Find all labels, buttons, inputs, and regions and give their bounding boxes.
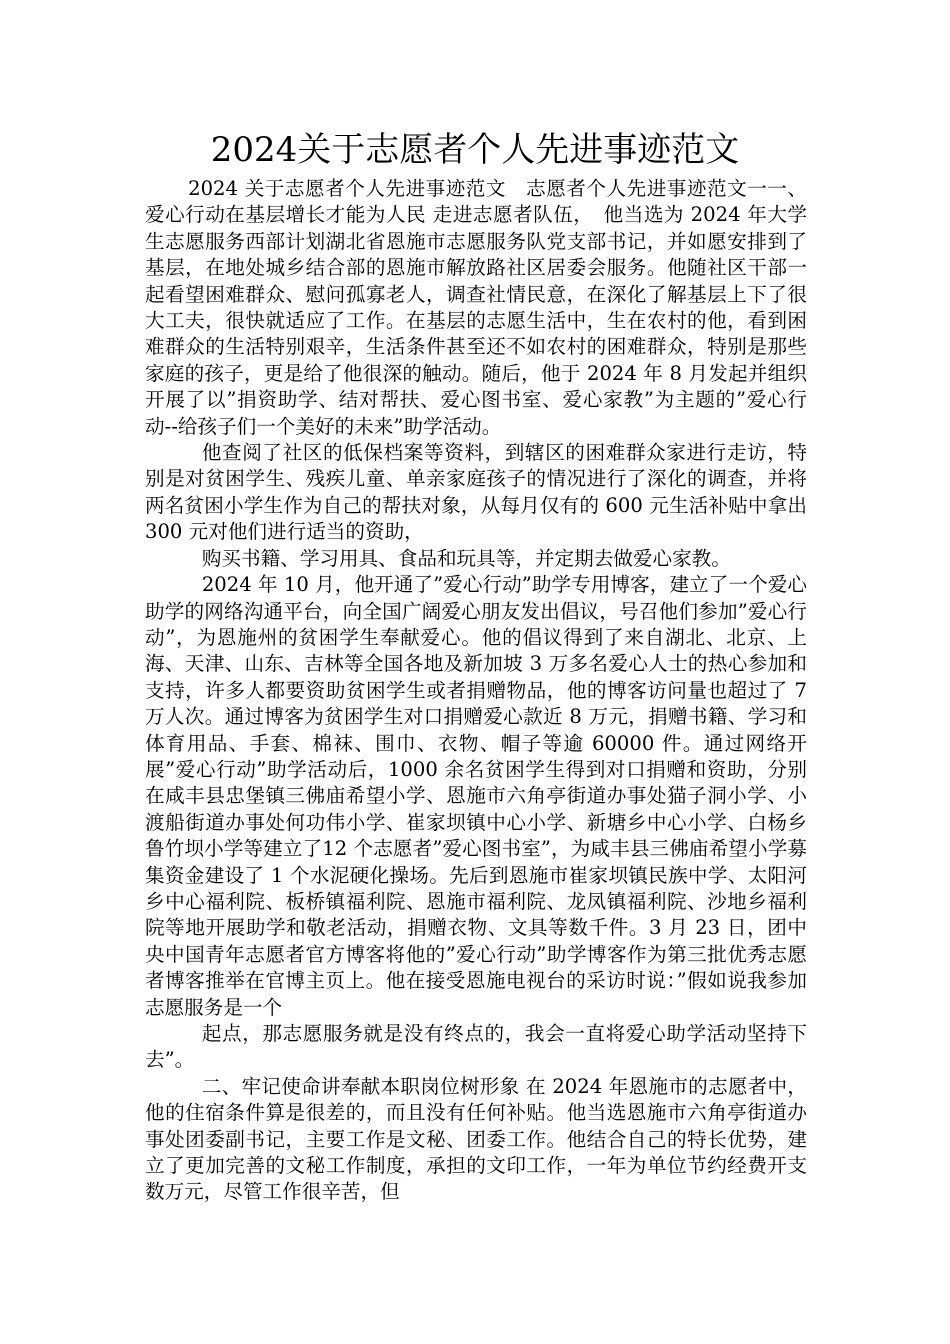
paragraph: 起点，那志愿服务就是没有终点的，我会一直将爱心助学活动坚持下去”。 — [145, 1022, 807, 1072]
paragraph: 2024 关于志愿者个人先进事迹范文 志愿者个人先进事迹范文一一、爱心行动在基层增长才能为人民 走进志愿者队伍， 他当选为 2024 年大学生志愿服务西部计划湖北省恩施市志愿服务队党支部书记，并如愿安排到了基层，在地处城乡结合部的恩施市解放路社区居委会服务。他随社区干部一起看望困难群众、慰问孤寡老人，调查社情民意，在深化了解基层上下了很大工夫，很快就适应了工作。在基层的志愿生活中，生在农村的他，看到困难群众的生活特别艰辛，生活条件甚至还不如农村的困难群众，特别是那些家庭的孩子，更是给了他很深的触动。随后，他于 2024 年 8 月发起并组织开展了以”捐资助学、结对帮扶、爱心图书室、爱心家教”为主题的”爱心行动--给孩子们一个美好的未来”助学活动。 — [145, 177, 807, 438]
paragraph: 2024 年 10 月，他开通了”爱心行动”助学专用博客，建立了一个爱心助学的网络沟通平台，向全国广阔爱心朋友发出倡议，号召他们参加”爱心行动”，为恩施州的贫困学生奉献爱心。他的倡议得到了来自湖北、北京、上海、天津、山东、吉林等全国各地及新加坡 3 万多名爱心人士的热心参加和支持，许多人都要资助贫困学生或者捐赠物品，他的博客访问量也超过了 7 万人次。通过博客为贫困学生对口捐赠爱心款近 8 万元，捐赠书籍、学习和体育用品、手套、棉袜、围巾、衣物、帽子等逾 60000 件。通过网络开展”爱心行动”助学活动后，1000 余名贫困学生得到对口捐赠和资助，分别在咸丰县忠堡镇三佛庙希望小学、恩施市六角亭街道办事处猫子洞小学、小渡船街道办事处何功伟小学、崔家坝镇中心小学、新塘乡中心小学、白杨乡鲁竹坝小学等建立了12 个志愿者”爱心图书室”，为咸丰县三佛庙希望小学募集资金建设了 1 个水泥硬化操场。先后到恩施市崔家坝镇民族中学、太阳河乡中心福利院、板桥镇福利院、恩施市福利院、龙凤镇福利院、沙地乡福利院等地开展助学和敬老活动，捐赠衣物、文具等数千件。3 月 23 日，团中央中国青年志愿者官方博客将他的”爱心行动”助学博客作为第三批优秀志愿者博客推举在官博主页上。他在接受恩施电视台的采访时说：”假如说我参加志愿服务是一个 — [145, 573, 807, 1019]
paragraph: 二、牢记使命讲奉献本职岗位树形象 在 2024 年恩施市的志愿者中，他的住宿条件算是很差的，而且没有任何补贴。他当选恩施市六角亭街道办事处团委副书记，主要工作是文秘、团委工作。他结合自己的特长优势，建立了更加完善的文秘工作制度，承担的文印工作，一年为单位节约经费开支数万元，尽管工作很辛苦，但 — [145, 1074, 807, 1204]
document-title: 2024关于志愿者个人先进事迹范文 — [210, 130, 740, 170]
document-body — [145, 176, 807, 1206]
paragraph: 购买书籍、学习用具、食品和玩具等，并定期去做爱心家教。 — [201, 546, 731, 570]
paragraph: 他查阅了社区的低保档案等资料，到辖区的困难群众家进行走访，特别是对贫困学生、残疾儿童、单亲家庭孩子的情况进行了深化的调查，并将两名贫困小学生作为自己的帮扶对象，从每月仅有的 600 元生活补贴中拿出 300 元对他们进行适当的资助， — [145, 441, 807, 544]
